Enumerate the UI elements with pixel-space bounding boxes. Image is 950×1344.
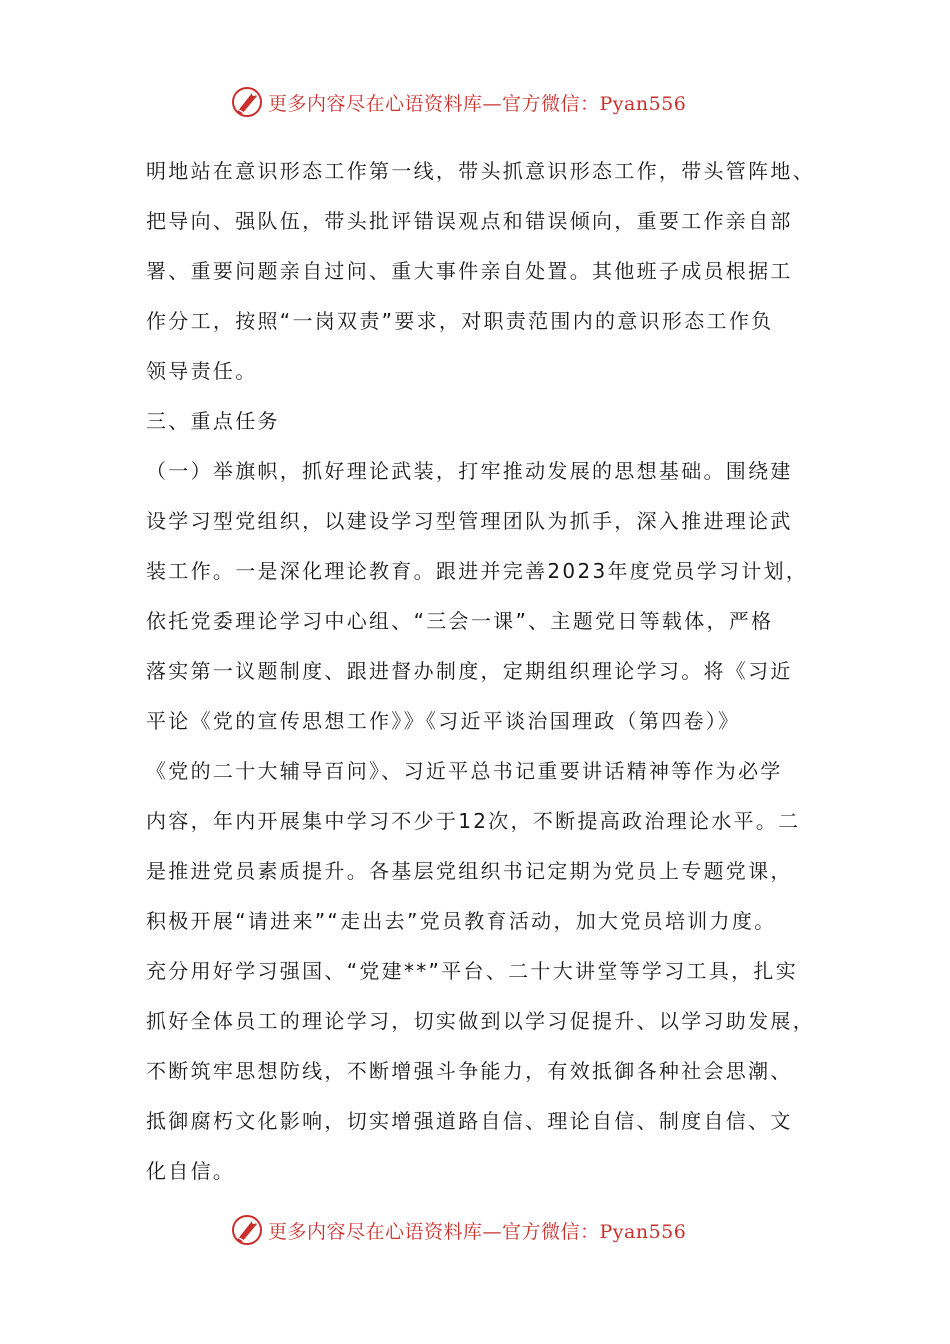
- text-line: 把导向、强队伍，带头批评错误观点和错误倾向，重要工作亲自部: [146, 209, 793, 233]
- text-line: 抵御腐朽文化影响，切实增强道路自信、理论自信、制度自信、文: [146, 1109, 793, 1133]
- text-line: 领导责任。: [146, 359, 258, 383]
- text-line: 平论《党的宣传思想工作》》《习近平谈治国理政（第四卷）》: [146, 709, 741, 733]
- text-line: 署、重要问题亲自过问、重大事件亲自处置。其他班子成员根据工: [146, 259, 793, 283]
- text-line: 抓好全体员工的理论学习，切实做到以学习促提升、以学习助发展，: [146, 1009, 815, 1033]
- text-line: 作分工，按照“一岗双责”要求，对职责范围内的意识形态工作负: [146, 309, 774, 333]
- text-line: 积极开展“请进来”“走出去”党员教育活动，加大党员培训力度。: [146, 909, 777, 933]
- section-heading: 三、重点任务: [146, 409, 280, 433]
- text-line: 化自信。: [146, 1159, 236, 1183]
- watermark-text: 更多内容尽在心语资料库—官方微信：Pyan556: [268, 1220, 687, 1243]
- text-line: 设学习型党组织，以建设学习型管理团队为抓手，深入推进理论武: [146, 509, 793, 533]
- text-line: 是推进党员素质提升。各基层党组织书记定期为党员上专题党课，: [146, 859, 793, 883]
- watermark-footer: [230, 1210, 750, 1250]
- text-line: 充分用好学习强国、“党建**”平台、二十大讲堂等学习工具，扎实: [146, 959, 799, 983]
- text-line: 装工作。一是深化理论教育。跟进并完善2023年度党员学习计划，: [146, 559, 809, 583]
- text-line: 《党的二十大辅导百问》、习近平总书记重要讲话精神等作为必学: [146, 759, 783, 783]
- text-line: 不断筑牢思想防线，不断增强斗争能力，有效抵御各种社会思潮、: [146, 1059, 793, 1083]
- text-line: 内容，年内开展集中学习不少于12次，不断提高政治理论水平。二: [146, 809, 801, 833]
- watermark-text: 更多内容尽在心语资料库—官方微信：Pyan556: [268, 92, 687, 115]
- text-line: （一）举旗帜，抓好理论武装，打牢推动发展的思想基础。围绕建: [146, 459, 793, 483]
- text-line: 依托党委理论学习中心组、“三会一课”、主题党日等载体，严格: [146, 609, 774, 633]
- text-line: 明地站在意识形态工作第一线，带头抓意识形态工作，带头管阵地、: [146, 159, 815, 183]
- watermark-header: [230, 82, 750, 122]
- text-line: 落实第一议题制度、跟进督办制度，定期组织理论学习。将《习近: [146, 659, 793, 683]
- pen-logo-icon: [230, 85, 264, 119]
- pen-logo-icon: [230, 1213, 264, 1247]
- document-body: [146, 146, 826, 1196]
